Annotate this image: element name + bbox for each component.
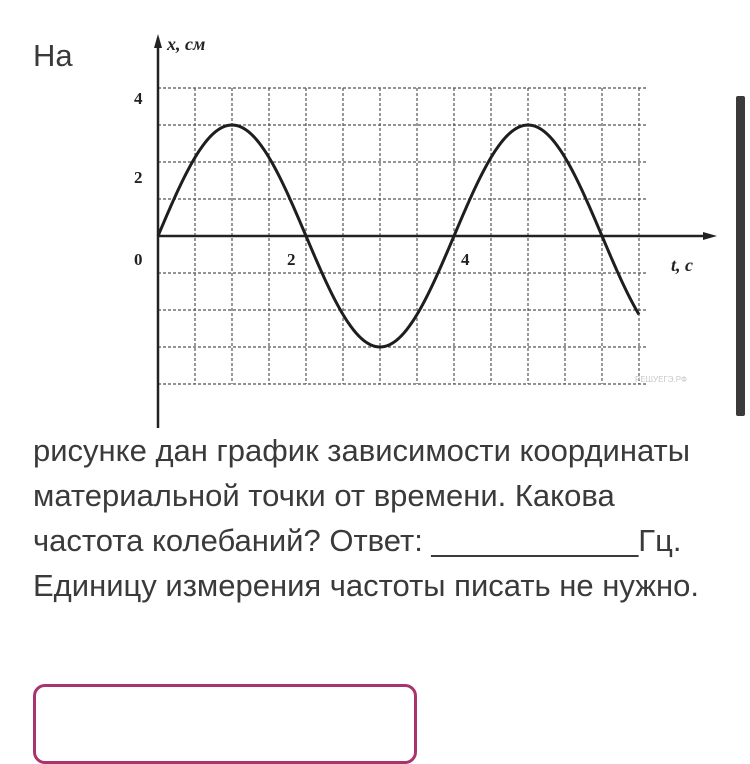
- question-line: частота колебаний? Ответ: ____________Гц.: [33, 523, 682, 558]
- intro-word: На: [33, 38, 73, 73]
- y-tick-label: 4: [134, 89, 143, 108]
- watermark: РЕШУЕГЭ.РФ: [635, 375, 688, 384]
- question-line: рисунке дан график зависимости координаты: [33, 433, 691, 468]
- x-axis-label: t, с: [671, 255, 693, 275]
- y-tick-label: 2: [134, 168, 143, 187]
- question-line: материальной точки от времени. Какова: [33, 478, 615, 513]
- question-line: Единицу измерения частоты писать не нужно.: [33, 568, 699, 603]
- y-axis-label: x, см: [167, 34, 206, 54]
- graph-tick-labels: [134, 34, 693, 384]
- y-tick-label: 0: [134, 250, 143, 269]
- question-text: [33, 428, 733, 608]
- x-tick-label: 4: [461, 250, 470, 269]
- oscillation-graph: [125, 28, 725, 428]
- y-axis-arrow: [154, 34, 162, 48]
- x-tick-label: 2: [287, 250, 296, 269]
- answer-input[interactable]: [33, 684, 417, 764]
- x-axis-arrow: [703, 232, 717, 240]
- graph-axes: [154, 34, 717, 428]
- page-scrollbar[interactable]: [736, 96, 745, 416]
